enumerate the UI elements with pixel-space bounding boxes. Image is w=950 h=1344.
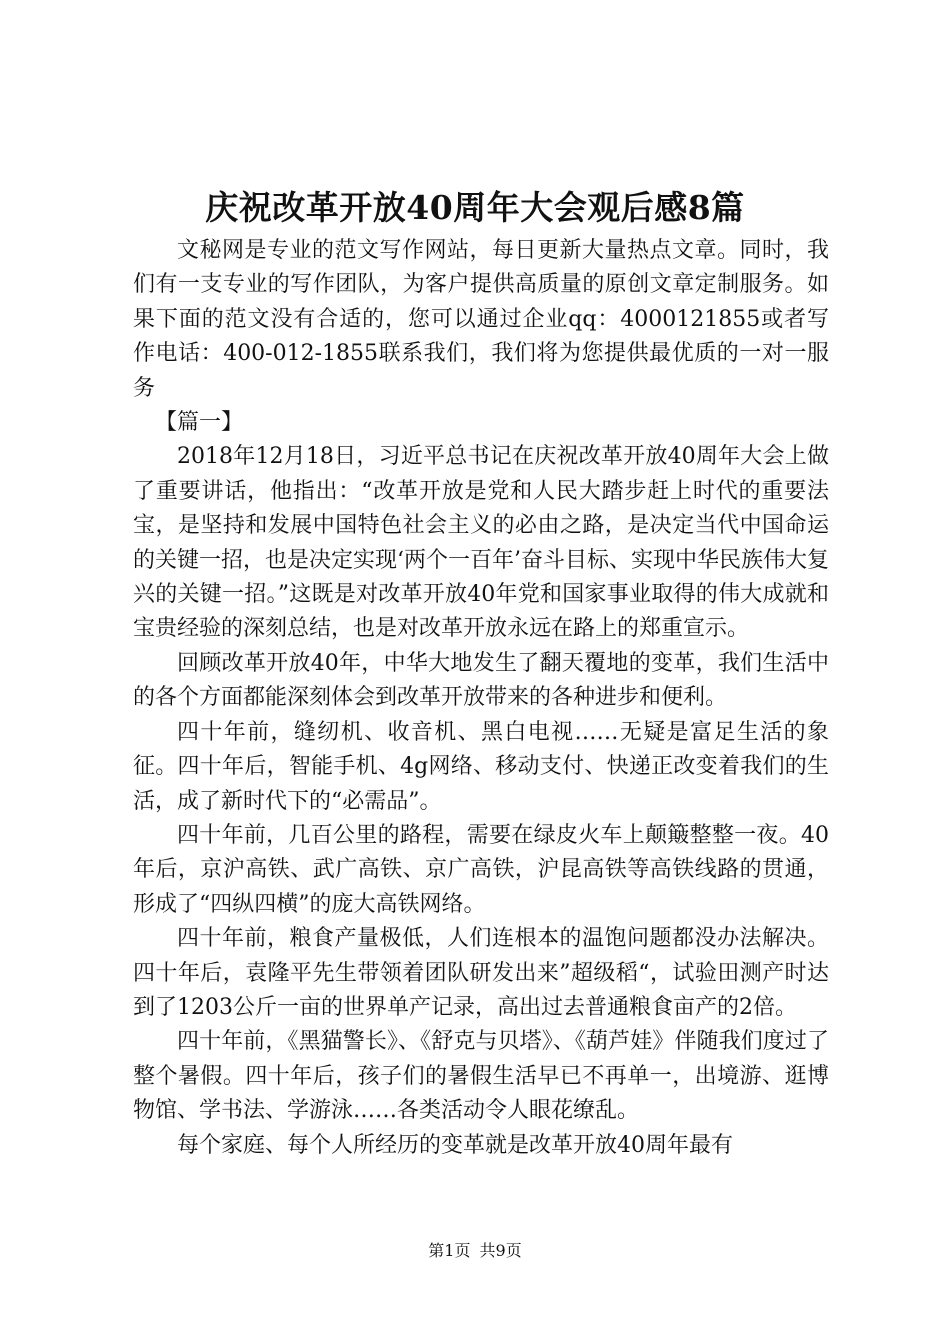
body-paragraph: 2018年12月18日，习近平总书记在庆祝改革开放40周年大会上做了重要讲话，他指出：“改革开放是党和人民大踏步赶上时代的重要法宝，是坚持和发展中国特色社会主义的必由之路，是决定当代中国命运的关键一招，也是决定实现‘两个一百年’奋斗目标、实现中华民族伟大复兴的关键一招。”这既是对改革开放40年党和国家事业取得的伟大成就和宝贵经验的深刻总结，也是对改革开放永远在路上的郑重宣示。	[133, 444, 829, 642]
intro-paragraph: 文秘网是专业的范文写作网站，每日更新大量热点文章。同时，我们有一支专业的写作团队，为客户提供高质量的原创文章定制服务。如果下面的范文没有合适的，您可以通过企业qq：4000121855或者写作电话：400-012-1855联系我们，我们将为您提供最优质的一对一服务	[133, 238, 829, 401]
page-footer	[0, 1240, 950, 1262]
document-body	[133, 234, 829, 1163]
page-number: 第1页	[428, 1241, 471, 1260]
body-paragraph: 四十年前，几百公里的路程，需要在绿皮火车上颠簸整整一夜。40年后，京沪高铁、武广高铁、京广高铁，沪昆高铁等高铁线路的贯通，形成了“四纵四横”的庞大高铁网络。	[133, 822, 829, 917]
page-total: 共9页	[479, 1241, 522, 1260]
body-paragraph: 四十年前，《黑猫警长》、《舒克与贝塔》、《葫芦娃》伴随我们度过了整个暑假。四十年后，孩子们的暑假生活早已不再单一，出境游、逛博物馆、学书法、学游泳……各类活动令人眼花缭乱。	[133, 1029, 829, 1124]
document-title: 庆祝改革开放40周年大会观后感8篇	[205, 188, 745, 227]
body-paragraph: 四十年前，缝纫机、收音机、黑白电视……无疑是富足生活的象征。四十年后，智能手机、4g网络、移动支付、快递正改变着我们的生活，成了新时代下的“必需品”。	[133, 719, 829, 814]
body-paragraph: 回顾改革开放40年，中华大地发生了翻天覆地的变革，我们生活中的各个方面都能深刻体会到改革开放带来的各种进步和便利。	[133, 650, 829, 711]
body-paragraph: 四十年前，粮食产量极低，人们连根本的温饱问题都没办法解决。四十年后，袁隆平先生带领着团队研发出来”超级稻“，试验田测产时达到了1203公斤一亩的世界单产记录，高出过去普通粮食亩产的2倍。	[133, 926, 829, 1020]
body-paragraph: 每个家庭、每个人所经历的变革就是改革开放40周年最有	[177, 1132, 733, 1158]
section-heading: 【篇一】	[155, 410, 244, 436]
